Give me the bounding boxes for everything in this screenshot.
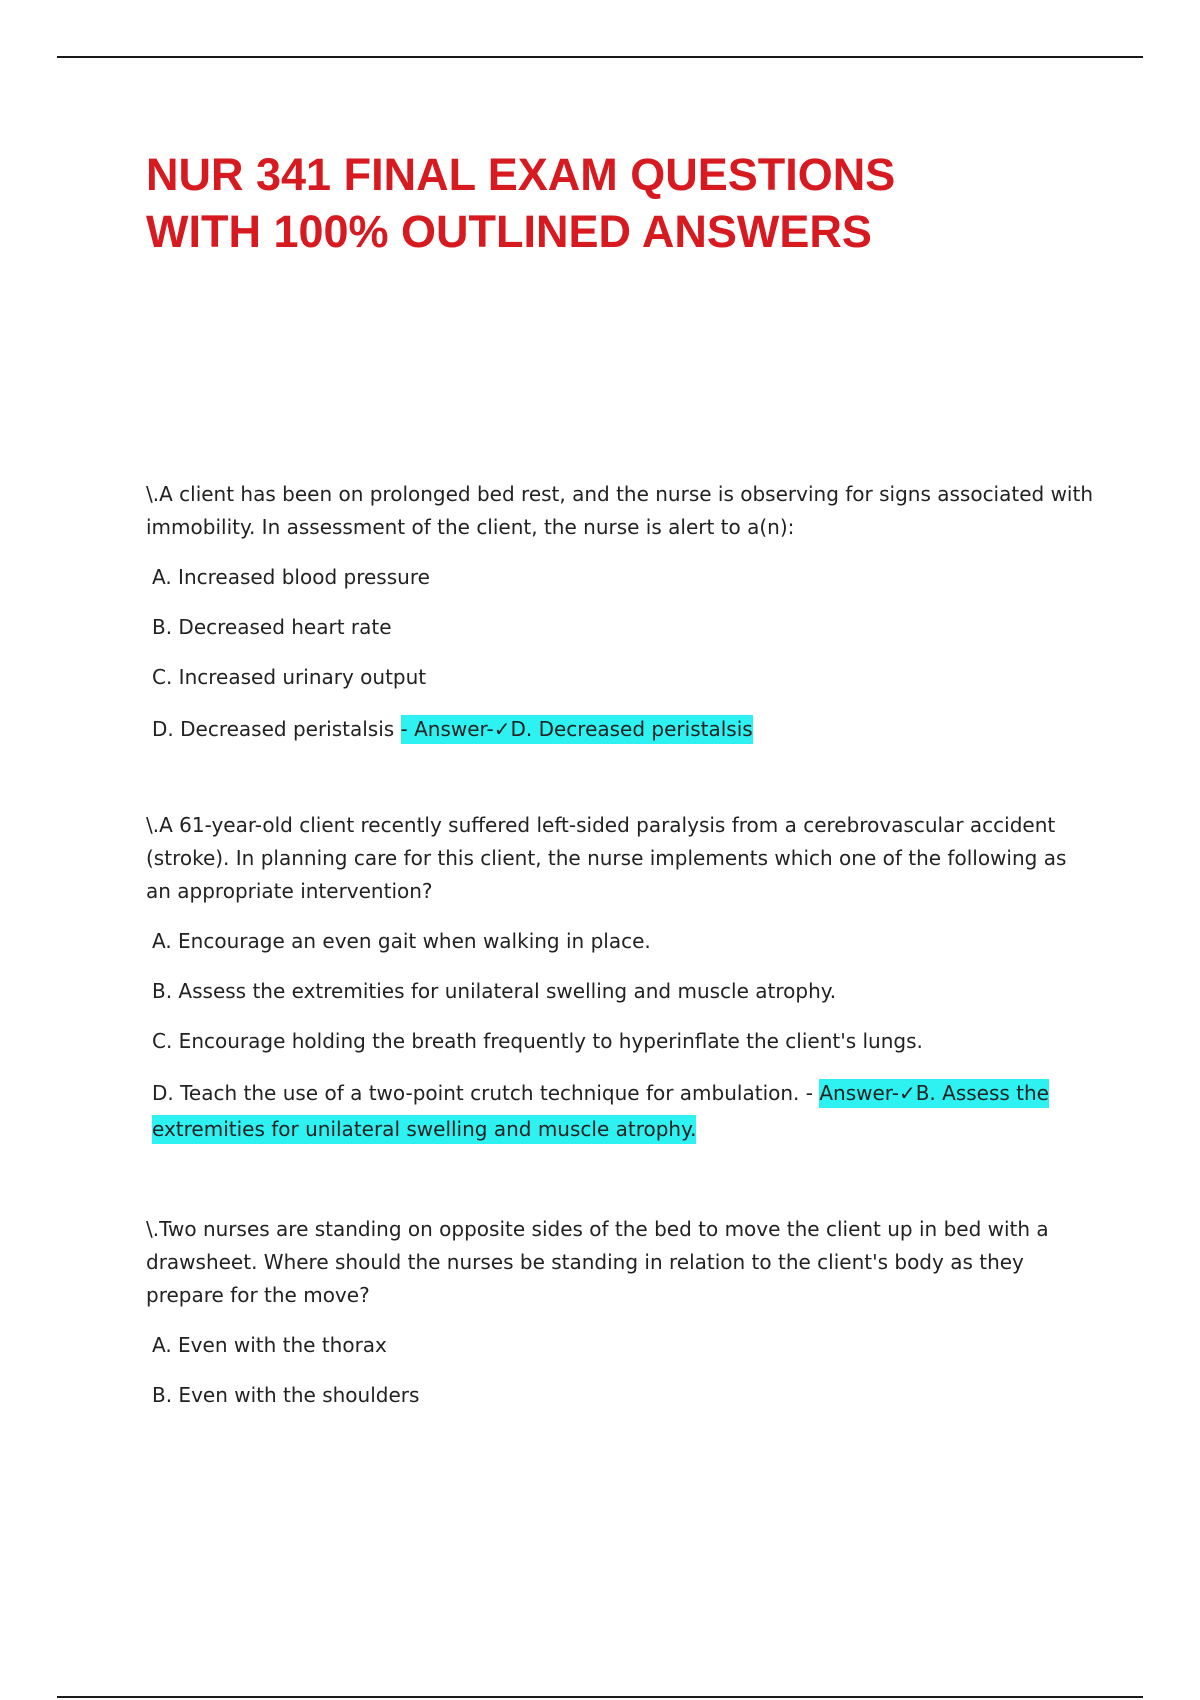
question-2-option-d-with-answer [152,1075,1096,1147]
title-line-2: WITH 100% OUTLINED ANSWERS [146,206,872,257]
question-1-option-c: C. Increased urinary output [152,665,427,689]
question-2-text: \.A 61-year-old client recently suffered left-sided paralysis from a cerebrovascular accident (stroke). In planning care for this client, the nurse implements which one of the following as an appropriate intervention? [146,813,1067,903]
question-3-option-b: B. Even with the shoulders [152,1383,420,1407]
question-1-option-d-with-answer [152,711,1096,747]
question-2-answer-prefix: - [799,1081,820,1105]
question-2-option-d: D. Teach the use of a two-point crutch technique for ambulation. [152,1081,800,1105]
question-2 [146,809,1096,1147]
question-3-option-a: A. Even with the thorax [152,1333,387,1357]
question-1-option-d: D. Decreased peristalsis [152,717,395,741]
document-title [146,146,1126,260]
question-3 [146,1213,1096,1412]
title-line-1: NUR 341 FINAL EXAM QUESTIONS [146,149,896,200]
top-divider [57,56,1143,58]
question-1-answer-highlight: - Answer-✓D. Decreased peristalsis [401,715,753,744]
document-body [146,478,1096,1412]
question-2-option-b: B. Assess the extremities for unilateral swelling and muscle atrophy. [152,979,837,1003]
question-2-option-c: C. Encourage holding the breath frequently to hyperinflate the client's lungs. [152,1029,923,1053]
bottom-divider [57,1696,1143,1698]
question-1-option-a: A. Increased blood pressure [152,565,430,589]
question-1 [146,478,1096,747]
question-1-text: \.A client has been on prolonged bed rest, and the nurse is observing for signs associated with immobility. In assessment of the client, the nurse is alert to a(n): [146,482,1094,539]
question-2-answer-highlight: Answer-✓B. Assess the extremities for unilateral swelling and muscle atrophy. [152,1079,1049,1144]
question-1-answer-prefix [394,717,400,741]
question-3-text: \.Two nurses are standing on opposite sides of the bed to move the client up in bed with a drawsheet. Where should the nurses be standing in relation to the client's body as they prepare for the move? [146,1217,1049,1307]
question-2-option-a: A. Encourage an even gait when walking in place. [152,929,651,953]
question-1-option-b: B. Decreased heart rate [152,615,392,639]
